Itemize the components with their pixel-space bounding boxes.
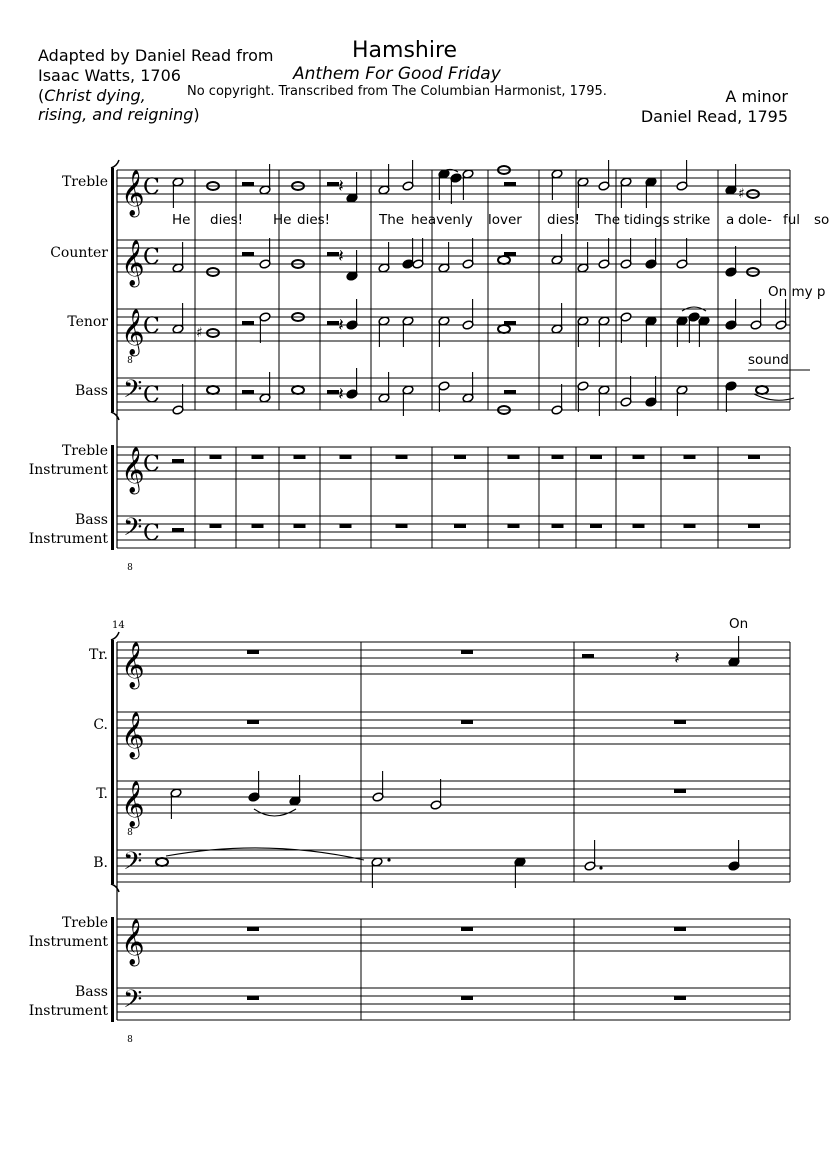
whole-rest (684, 524, 696, 528)
instrument-name-bass: Bass (74, 383, 108, 399)
treble-clef: 𝄞 (121, 309, 145, 355)
key-signature-text: A minor (725, 87, 788, 106)
lyric-syllable: a (726, 212, 735, 228)
whole-rest (590, 455, 602, 459)
instrument-abbr-treble: Tr. (89, 647, 108, 663)
treble-clef: 𝄞 (121, 642, 145, 688)
whole-rest (552, 524, 564, 528)
whole-rest (684, 455, 696, 459)
lyric-syllable: heavenly (411, 212, 473, 228)
lyric-syllable: The (379, 212, 405, 228)
poet-line-3: (Christ dying, (38, 86, 146, 105)
whole-rest (247, 927, 259, 931)
measure-number: 14 (112, 620, 125, 631)
whole-rest (508, 455, 520, 459)
whole-rest (247, 996, 259, 1000)
bracket-tip (111, 160, 119, 168)
half-rest (242, 321, 254, 325)
whole-rest (461, 927, 473, 931)
quarter-rest: 𝄽 (338, 315, 344, 336)
quarter-rest: 𝄽 (338, 176, 344, 197)
whole-rest (396, 455, 408, 459)
treble-clef: 𝄞 (121, 447, 145, 493)
whole-rest (294, 455, 306, 459)
lyric-tenor-line-2: sound (748, 352, 789, 368)
bass-clef: 𝄢 (123, 985, 143, 1020)
whole-rest (674, 720, 686, 724)
lyric-tenor-line-1: On my p (768, 284, 826, 300)
instrument-name-treble-instrument-1: Treble (61, 443, 108, 459)
whole-note (756, 386, 768, 394)
half-rest (327, 252, 339, 256)
treble-clef: 𝄞 (121, 240, 145, 286)
half-rest (242, 182, 254, 186)
lyric-syllable: He (172, 212, 191, 228)
quarter-rest: 𝄽 (338, 246, 344, 267)
half-rest (327, 321, 339, 325)
instrument-name-treble-instrument-s2-2: Instrument (28, 934, 108, 950)
whole-rest (340, 455, 352, 459)
whole-rest (252, 524, 264, 528)
lyric-syllable: ful (783, 212, 801, 228)
lyric-syllable: - (767, 212, 772, 228)
sharp-accidental: ♯ (738, 186, 745, 202)
instrument-name-bass-instrument-1: Bass (74, 512, 108, 528)
whole-rest (454, 455, 466, 459)
whole-rest (590, 524, 602, 528)
lyric-syllable: tidings (624, 212, 670, 228)
ottava-mark: 8 (127, 1035, 133, 1045)
time-signature: C (143, 383, 160, 408)
time-signature: C (143, 245, 160, 270)
whole-note (498, 325, 510, 333)
half-rest (242, 252, 254, 256)
bracket-tip (111, 884, 119, 892)
whole-rest (461, 996, 473, 1000)
quarter-rest: 𝄽 (338, 384, 344, 405)
dot (599, 866, 602, 869)
whole-rest (461, 650, 473, 654)
choir-bracket (111, 168, 114, 412)
ottava-mark: 8 (127, 828, 133, 838)
instrument-abbr-counter: C. (93, 717, 108, 733)
whole-rest (340, 524, 352, 528)
piece-subtitle: Anthem For Good Friday (293, 64, 501, 84)
half-rest (504, 390, 516, 394)
half-rest (172, 528, 184, 532)
instrument-name-counter: Counter (50, 245, 108, 261)
whole-rest (552, 455, 564, 459)
whole-rest (294, 524, 306, 528)
bass-clef: 𝄢 (123, 375, 143, 410)
whole-rest (396, 524, 408, 528)
half-rest (172, 459, 184, 463)
whole-rest (748, 455, 760, 459)
tie (754, 394, 794, 400)
time-signature: C (143, 314, 160, 339)
whole-rest (454, 524, 466, 528)
instrument-name-bass-instrument-s2-1: Bass (74, 984, 108, 1000)
whole-rest (633, 524, 645, 528)
instrument-name-treble-instrument-s2-1: Treble (61, 915, 108, 931)
time-signature: C (143, 452, 160, 477)
whole-rest (748, 524, 760, 528)
lyric-syllable: strike (673, 212, 711, 228)
dot (387, 858, 390, 861)
quarter-rest: 𝄽 (674, 648, 680, 669)
half-rest (582, 654, 594, 658)
treble-clef: 𝄞 (121, 781, 145, 827)
whole-rest (210, 455, 222, 459)
treble-clef: 𝄞 (121, 170, 145, 216)
whole-rest (674, 927, 686, 931)
lyric-syllable: He (273, 212, 292, 228)
whole-rest (247, 720, 259, 724)
lyric-on: On (729, 616, 749, 632)
whole-note (156, 858, 168, 866)
instrument-abbr-tenor: T. (96, 786, 108, 802)
bass-clef: 𝄢 (123, 513, 143, 548)
instrument-name-tenor: Tenor (67, 314, 108, 330)
time-signature: C (143, 175, 160, 200)
half-rest (504, 182, 516, 186)
poet-line-4: rising, and reigning) (38, 105, 200, 124)
piece-title: Hamshire (352, 38, 458, 63)
lyric-syllable: lover (488, 212, 522, 228)
half-rest (327, 182, 339, 186)
bracket-tip (111, 412, 119, 420)
ottava-mark: 8 (127, 356, 133, 366)
lyric-syllable: dies! (297, 212, 331, 228)
bass-clef: 𝄢 (123, 847, 143, 882)
treble-clef: 𝄞 (121, 712, 145, 758)
whole-note (207, 386, 219, 394)
whole-note (292, 386, 304, 394)
whole-rest (210, 524, 222, 528)
lyric-syllable: so (814, 212, 829, 228)
sharp-accidental: ♯ (196, 325, 203, 341)
copyright-note: No copyright. Transcribed from The Columbian Harmonist, 1795. (187, 84, 607, 99)
whole-rest (674, 789, 686, 793)
instrument-name-treble: Treble (61, 174, 108, 190)
half-rest (504, 252, 516, 256)
lyric-syllable: dies! (210, 212, 244, 228)
instrument-bracket (111, 917, 114, 1022)
instrument-name-bass-instrument-2: Instrument (28, 531, 108, 547)
whole-rest (674, 996, 686, 1000)
instrument-name-treble-instrument-2: Instrument (28, 462, 108, 478)
whole-rest (247, 650, 259, 654)
poet-line-2: Isaac Watts, 1706 (38, 66, 181, 85)
instrument-bracket (111, 445, 114, 550)
slur (254, 809, 296, 816)
bracket-tip (111, 632, 119, 640)
half-rest (242, 390, 254, 394)
poet-line-1: Adapted by Daniel Read from (38, 46, 274, 65)
time-signature: C (143, 521, 160, 546)
ottava-mark: 8 (127, 563, 133, 573)
whole-rest (508, 524, 520, 528)
lyric-syllable: The (595, 212, 621, 228)
lyric-syllable: dole (738, 212, 767, 228)
half-rest (504, 321, 516, 325)
half-rest (327, 390, 339, 394)
composer: Daniel Read, 1795 (640, 107, 788, 126)
instrument-name-bass-instrument-s2-2: Instrument (28, 1003, 108, 1019)
whole-rest (252, 455, 264, 459)
treble-clef: 𝄞 (121, 919, 145, 965)
whole-rest (461, 720, 473, 724)
instrument-abbr-bass: B. (93, 855, 108, 871)
whole-note (498, 256, 510, 264)
lyric-syllable: dies! (547, 212, 581, 228)
choir-bracket (111, 640, 114, 884)
whole-rest (633, 455, 645, 459)
